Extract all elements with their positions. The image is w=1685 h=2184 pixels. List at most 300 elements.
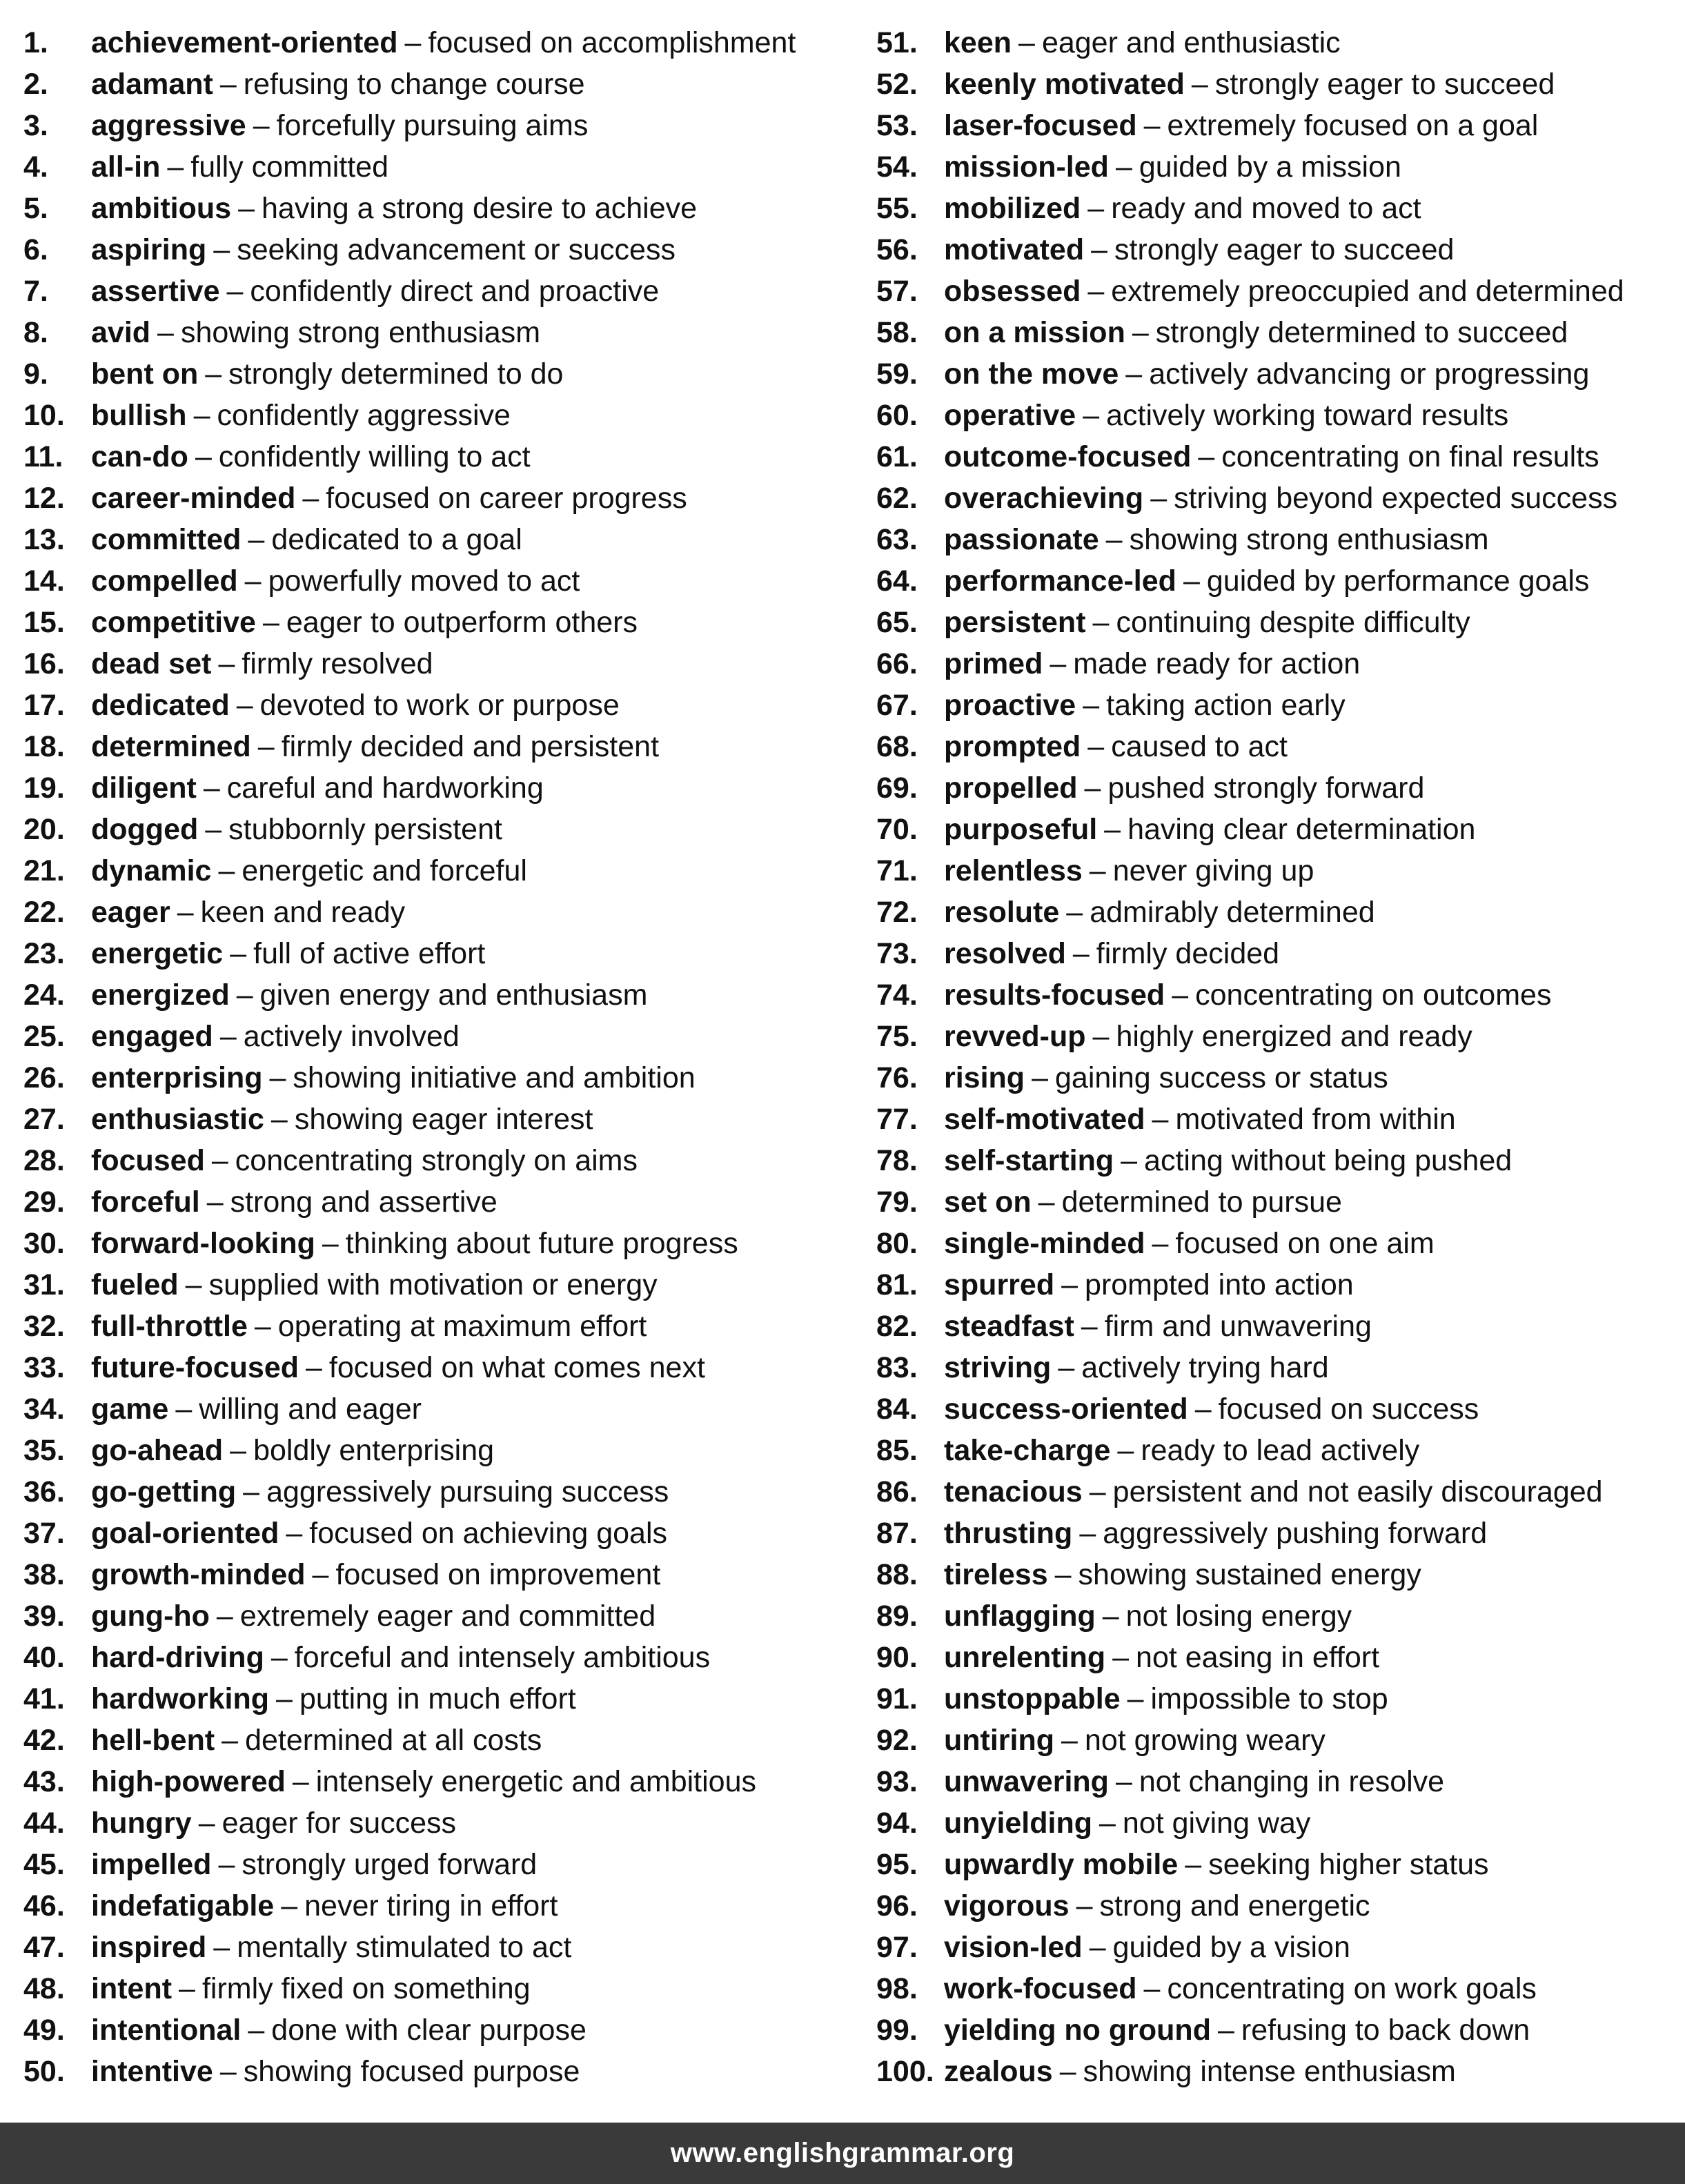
word-entry	[23, 1347, 838, 1388]
word-entry	[876, 809, 1677, 850]
word-entry	[23, 1844, 838, 1885]
entry-definition: having a strong desire to achieve	[262, 192, 698, 225]
word-entry	[23, 809, 838, 850]
entry-number: 35.	[23, 1434, 65, 1467]
entry-number: 80.	[876, 1227, 918, 1260]
entry-number: 18.	[23, 730, 65, 763]
entry-separator: –	[1059, 2055, 1076, 2088]
entry-separator: –	[1091, 233, 1108, 266]
word-entry	[876, 1637, 1677, 1678]
entry-number: 37.	[23, 1517, 65, 1550]
entry-number: 3.	[23, 109, 48, 142]
entry-number: 98.	[876, 1972, 918, 2005]
entry-definition: concentrating strongly on aims	[235, 1144, 638, 1177]
entry-definition: forceful and intensely ambitious	[294, 1641, 711, 1674]
entry-word: can-do	[91, 440, 188, 473]
entry-word: prompted	[944, 730, 1081, 763]
entry-definition: made ready for action	[1073, 647, 1361, 680]
entry-number: 72.	[876, 896, 918, 929]
word-entry	[876, 685, 1677, 726]
entry-separator: –	[1150, 482, 1167, 515]
entry-definition: showing strong enthusiasm	[1129, 523, 1489, 556]
entry-definition: taking action early	[1106, 689, 1346, 722]
entry-number: 19.	[23, 771, 65, 805]
word-entry	[876, 1140, 1677, 1181]
entry-separator: –	[211, 1144, 228, 1177]
word-entry	[876, 1264, 1677, 1306]
word-entry	[876, 602, 1677, 643]
entry-separator: –	[218, 854, 235, 887]
entry-number: 93.	[876, 1765, 918, 1798]
entry-number: 91.	[876, 1682, 918, 1715]
entry-definition: seeking advancement or success	[237, 233, 676, 266]
entry-definition: highly energized and ready	[1116, 1020, 1472, 1053]
word-entry	[876, 1927, 1677, 1968]
entry-separator: –	[286, 1517, 303, 1550]
entry-separator: –	[1087, 730, 1105, 763]
entry-number: 17.	[23, 689, 65, 722]
entry-separator: –	[1132, 316, 1149, 349]
entry-separator: –	[213, 233, 230, 266]
entry-separator: –	[262, 606, 279, 639]
entry-word: primed	[944, 647, 1043, 680]
word-entry	[23, 685, 838, 726]
entry-number: 64.	[876, 564, 918, 598]
entry-definition: eager and enthusiastic	[1041, 26, 1341, 59]
entry-word: assertive	[91, 275, 220, 308]
entry-number: 61.	[876, 440, 918, 473]
entry-definition: determined to pursue	[1061, 1186, 1342, 1219]
entry-separator: –	[1050, 647, 1067, 680]
entry-number: 51.	[876, 26, 918, 59]
entry-separator: –	[1084, 771, 1101, 805]
entry-number: 2.	[23, 68, 48, 101]
entry-separator: –	[198, 1807, 215, 1840]
entry-definition: strong and assertive	[230, 1186, 497, 1219]
entry-definition: strongly urged forward	[242, 1848, 538, 1881]
entry-definition: showing focused purpose	[243, 2055, 580, 2088]
word-entry	[876, 1678, 1677, 1720]
word-entry	[876, 1471, 1677, 1513]
entry-separator: –	[243, 1475, 260, 1508]
entry-definition: extremely eager and committed	[239, 1600, 656, 1633]
entry-definition: never giving up	[1112, 854, 1314, 887]
word-entry	[876, 1802, 1677, 1844]
entry-number: 26.	[23, 1061, 65, 1094]
word-entry	[876, 1844, 1677, 1885]
entry-definition: thinking about future progress	[345, 1227, 738, 1260]
entry-word: forceful	[91, 1186, 200, 1219]
entry-separator: –	[1125, 357, 1143, 391]
entry-number: 56.	[876, 233, 918, 266]
entry-separator: –	[219, 1020, 237, 1053]
word-entry	[876, 767, 1677, 809]
entry-word: diligent	[91, 771, 197, 805]
entry-separator: –	[219, 68, 237, 101]
entry-word: self-starting	[944, 1144, 1114, 1177]
word-entry	[23, 1306, 838, 1347]
entry-separator: –	[270, 1641, 288, 1674]
entry-word: passionate	[944, 523, 1099, 556]
entry-separator: –	[1117, 1434, 1134, 1467]
entry-word: intentional	[91, 2014, 242, 2047]
entry-number: 25.	[23, 1020, 65, 1053]
entry-definition: willing and eager	[199, 1393, 422, 1426]
entry-separator: –	[206, 1186, 224, 1219]
entry-number: 7.	[23, 275, 48, 308]
word-entry	[23, 1678, 838, 1720]
word-entry	[23, 1885, 838, 1927]
entry-separator: –	[1061, 1268, 1078, 1301]
entry-separator: –	[236, 689, 253, 722]
entry-number: 49.	[23, 2014, 65, 2047]
entry-separator: –	[1089, 854, 1106, 887]
entry-definition: seeking higher status	[1208, 1848, 1489, 1881]
word-entry	[876, 1388, 1677, 1430]
entry-number: 22.	[23, 896, 65, 929]
entry-definition: focused on success	[1218, 1393, 1479, 1426]
entry-separator: –	[1143, 1972, 1161, 2005]
word-entry	[23, 974, 838, 1016]
word-entry	[23, 353, 838, 395]
entry-definition: devoted to work or purpose	[259, 689, 620, 722]
entry-number: 94.	[876, 1807, 918, 1840]
word-entry	[876, 1099, 1677, 1140]
entry-number: 96.	[876, 1889, 918, 1922]
entry-definition: strongly determined to succeed	[1155, 316, 1568, 349]
entry-word: fueled	[91, 1268, 179, 1301]
word-entry	[876, 146, 1677, 188]
word-entry	[23, 1223, 838, 1264]
entry-word: compelled	[91, 564, 238, 598]
entry-number: 30.	[23, 1227, 65, 1260]
entry-word: keen	[944, 26, 1012, 59]
entry-separator: –	[257, 730, 275, 763]
entry-number: 92.	[876, 1724, 918, 1757]
entry-definition: mentally stimulated to act	[237, 1931, 572, 1964]
entry-number: 70.	[876, 813, 918, 846]
word-entry	[876, 395, 1677, 436]
word-entry	[23, 1388, 838, 1430]
entry-definition: not growing weary	[1084, 1724, 1326, 1757]
word-entry	[23, 63, 838, 105]
word-entry	[23, 933, 838, 974]
entry-word: proactive	[944, 689, 1076, 722]
word-entry	[23, 478, 838, 519]
word-entry	[23, 1927, 838, 1968]
word-entry	[876, 1968, 1677, 2009]
entry-word: hard-driving	[91, 1641, 264, 1674]
entry-separator: –	[269, 1061, 286, 1094]
entry-word: impelled	[91, 1848, 212, 1881]
entry-definition: pushed strongly forward	[1107, 771, 1425, 805]
entry-definition: showing sustained energy	[1078, 1558, 1421, 1591]
entry-word: propelled	[944, 771, 1078, 805]
entry-number: 48.	[23, 1972, 65, 2005]
entry-word: set on	[944, 1186, 1032, 1219]
entry-word: inspired	[91, 1931, 207, 1964]
entry-separator: –	[1172, 978, 1189, 1012]
entry-separator: –	[219, 2055, 237, 2088]
entry-number: 23.	[23, 937, 65, 970]
entry-word: success-oriented	[944, 1393, 1188, 1426]
entry-separator: –	[1054, 1558, 1072, 1591]
entry-separator: –	[1121, 1144, 1138, 1177]
entry-word: enthusiastic	[91, 1103, 264, 1136]
entry-number: 44.	[23, 1807, 65, 1840]
entry-number: 78.	[876, 1144, 918, 1177]
word-entry	[876, 560, 1677, 602]
entry-word: dedicated	[91, 689, 230, 722]
entry-number: 89.	[876, 1600, 918, 1633]
entry-definition: persistent and not easily discouraged	[1112, 1475, 1603, 1508]
entry-word: take-charge	[944, 1434, 1111, 1467]
entry-number: 6.	[23, 233, 48, 266]
entry-word: competitive	[91, 606, 256, 639]
entry-word: engaged	[91, 1020, 213, 1053]
entry-number: 43.	[23, 1765, 65, 1798]
entry-definition: actively working toward results	[1106, 399, 1509, 432]
entry-word: unrelenting	[944, 1641, 1106, 1674]
entry-number: 100.	[876, 2055, 934, 2088]
entry-separator: –	[175, 1393, 193, 1426]
footer-website-url: www.englishgrammar.org	[670, 2138, 1015, 2168]
entry-separator: –	[193, 399, 210, 432]
entry-number: 1.	[23, 26, 48, 59]
entry-definition: putting in much effort	[299, 1682, 576, 1715]
entry-separator: –	[1076, 1889, 1093, 1922]
entry-word: intent	[91, 1972, 173, 2005]
entry-separator: –	[238, 192, 255, 225]
word-list-left-column	[23, 22, 838, 2092]
entry-definition: fully committed	[190, 150, 389, 184]
entry-word: aggressive	[91, 109, 246, 142]
entry-word: adamant	[91, 68, 213, 101]
entry-number: 87.	[876, 1517, 918, 1550]
word-entry	[23, 726, 838, 767]
entry-number: 15.	[23, 606, 65, 639]
entry-word: on a mission	[944, 316, 1125, 349]
entry-separator: –	[1112, 1641, 1130, 1674]
word-entry	[876, 726, 1677, 767]
entry-number: 38.	[23, 1558, 65, 1591]
entry-number: 88.	[876, 1558, 918, 1591]
entry-separator: –	[270, 1103, 288, 1136]
entry-separator: –	[230, 937, 247, 970]
entry-number: 53.	[876, 109, 918, 142]
entry-word: striving	[944, 1351, 1052, 1384]
entry-word: growth-minded	[91, 1558, 306, 1591]
entry-separator: –	[1032, 1061, 1048, 1094]
entry-separator: –	[1038, 1186, 1055, 1219]
entry-definition: intensely energetic and ambitious	[315, 1765, 757, 1798]
word-entry	[876, 1885, 1677, 1927]
entry-separator: –	[1115, 150, 1132, 184]
entry-word: resolved	[944, 937, 1066, 970]
entry-number: 76.	[876, 1061, 918, 1094]
entry-word: mission-led	[944, 150, 1109, 184]
entry-number: 99.	[876, 2014, 918, 2047]
entry-definition: showing intense enthusiasm	[1083, 2055, 1456, 2088]
entry-word: indefatigable	[91, 1889, 275, 1922]
entry-definition: guided by a vision	[1112, 1931, 1350, 1964]
entry-word: gung-ho	[91, 1600, 210, 1633]
entry-word: focused	[91, 1144, 205, 1177]
entry-separator: –	[1198, 440, 1215, 473]
entry-definition: refusing to back down	[1241, 2014, 1530, 2047]
entry-number: 12.	[23, 482, 65, 515]
entry-separator: –	[1066, 896, 1083, 929]
entry-word: persistent	[944, 606, 1086, 639]
entry-word: resolute	[944, 896, 1060, 929]
entry-word: purposeful	[944, 813, 1098, 846]
entry-definition: done with clear purpose	[271, 2014, 587, 2047]
entry-separator: –	[203, 771, 220, 805]
word-entry	[876, 1554, 1677, 1595]
entry-word: all-in	[91, 150, 161, 184]
entry-separator: –	[254, 1310, 271, 1343]
entry-definition: strong and energetic	[1099, 1889, 1370, 1922]
entry-definition: careful and hardworking	[226, 771, 544, 805]
entry-definition: strongly determined to do	[228, 357, 564, 391]
entry-word: hungry	[91, 1807, 192, 1840]
word-entry	[23, 1761, 838, 1802]
entry-number: 77.	[876, 1103, 918, 1136]
entry-word: single-minded	[944, 1227, 1145, 1260]
entry-word: tenacious	[944, 1475, 1083, 1508]
entry-definition: impossible to stop	[1150, 1682, 1388, 1715]
entry-definition: concentrating on work goals	[1167, 1972, 1537, 2005]
entry-number: 95.	[876, 1848, 918, 1881]
entry-word: upwardly mobile	[944, 1848, 1179, 1881]
entry-number: 86.	[876, 1475, 918, 1508]
entry-number: 90.	[876, 1641, 918, 1674]
entry-definition: focused on one aim	[1175, 1227, 1435, 1260]
word-entry	[876, 2009, 1677, 2051]
word-entry	[23, 1264, 838, 1306]
entry-separator: –	[1072, 937, 1090, 970]
entry-definition: admirably determined	[1090, 896, 1375, 929]
entry-separator: –	[1115, 1765, 1132, 1798]
entry-number: 52.	[876, 68, 918, 101]
entry-word: dead set	[91, 647, 212, 680]
entry-number: 84.	[876, 1393, 918, 1426]
entry-word: vision-led	[944, 1931, 1083, 1964]
entry-number: 28.	[23, 1144, 65, 1177]
entry-word: untiring	[944, 1724, 1055, 1757]
word-list-right-column	[876, 22, 1677, 2092]
entry-definition: given energy and enthusiasm	[259, 978, 648, 1012]
entry-separator: –	[218, 647, 235, 680]
entry-separator: –	[1143, 109, 1161, 142]
entry-number: 27.	[23, 1103, 65, 1136]
entry-word: steadfast	[944, 1310, 1074, 1343]
word-entry	[23, 850, 838, 892]
word-entry	[876, 2051, 1677, 2092]
word-entry	[23, 519, 838, 560]
entry-number: 39.	[23, 1600, 65, 1633]
entry-definition: focused on achieving goals	[309, 1517, 668, 1550]
entry-number: 71.	[876, 854, 918, 887]
entry-word: career-minded	[91, 482, 296, 515]
word-entry	[876, 1430, 1677, 1471]
entry-definition: focused on career progress	[326, 482, 687, 515]
entry-number: 85.	[876, 1434, 918, 1467]
word-entry	[23, 1968, 838, 2009]
entry-definition: striving beyond expected success	[1174, 482, 1618, 515]
entry-word: vigorous	[944, 1889, 1070, 1922]
word-entry	[23, 229, 838, 270]
entry-word: unstoppable	[944, 1682, 1121, 1715]
word-entry	[23, 767, 838, 809]
entry-number: 47.	[23, 1931, 65, 1964]
entry-separator: –	[1092, 1020, 1110, 1053]
entry-word: eager	[91, 896, 170, 929]
word-entry	[876, 1595, 1677, 1637]
entry-definition: prompted into action	[1085, 1268, 1354, 1301]
entry-word: motivated	[944, 233, 1085, 266]
word-entry	[23, 436, 838, 478]
word-entry	[23, 1595, 838, 1637]
entry-definition: concentrating on final results	[1221, 440, 1599, 473]
entry-separator: –	[1081, 1310, 1098, 1343]
entry-word: rising	[944, 1061, 1025, 1094]
entry-separator: –	[1092, 606, 1110, 639]
entry-definition: operating at maximum effort	[277, 1310, 647, 1343]
entry-definition: forcefully pursuing aims	[276, 109, 589, 142]
entry-number: 69.	[876, 771, 918, 805]
entry-separator: –	[312, 1558, 329, 1591]
word-entry	[876, 1181, 1677, 1223]
entry-definition: extremely focused on a goal	[1167, 109, 1539, 142]
entry-separator: –	[1127, 1682, 1144, 1715]
entry-separator: –	[195, 440, 212, 473]
entry-word: go-getting	[91, 1475, 237, 1508]
entry-word: hell-bent	[91, 1724, 215, 1757]
entry-number: 55.	[876, 192, 918, 225]
entry-number: 60.	[876, 399, 918, 432]
entry-definition: having clear determination	[1127, 813, 1476, 846]
entry-number: 9.	[23, 357, 48, 391]
entry-separator: –	[179, 1972, 195, 2005]
entry-word: results-focused	[944, 978, 1165, 1012]
entry-separator: –	[302, 482, 319, 515]
word-entry	[876, 478, 1677, 519]
word-entry	[23, 1554, 838, 1595]
entry-separator: –	[281, 1889, 298, 1922]
word-entry	[876, 850, 1677, 892]
word-entry	[23, 146, 838, 188]
entry-separator: –	[1099, 1807, 1116, 1840]
footer-bar	[0, 2123, 1685, 2184]
word-entry	[23, 1430, 838, 1471]
word-entry	[876, 229, 1677, 270]
entry-separator: –	[236, 978, 253, 1012]
entry-separator: –	[1185, 1848, 1202, 1881]
entry-separator: –	[1183, 564, 1200, 598]
entry-definition: actively involved	[243, 1020, 460, 1053]
entry-number: 41.	[23, 1682, 65, 1715]
entry-word: laser-focused	[944, 109, 1137, 142]
entry-number: 81.	[876, 1268, 918, 1301]
entry-separator: –	[1089, 1931, 1106, 1964]
entry-number: 73.	[876, 937, 918, 970]
entry-word: aspiring	[91, 233, 207, 266]
entry-word: determined	[91, 730, 251, 763]
entry-word: revved-up	[944, 1020, 1086, 1053]
entry-definition: firmly decided	[1096, 937, 1280, 970]
entry-word: future-focused	[91, 1351, 299, 1384]
